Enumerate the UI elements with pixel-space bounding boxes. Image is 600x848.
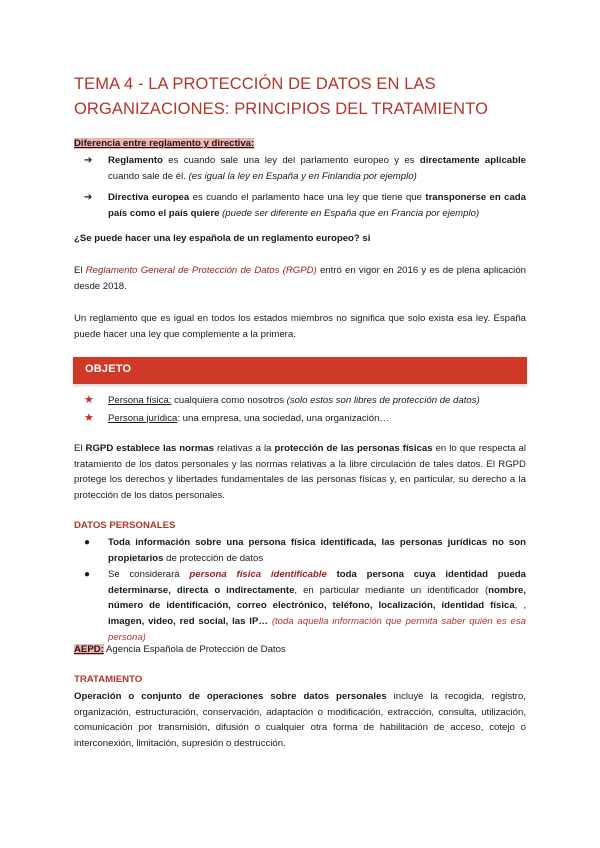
bullet-icon: ●	[84, 569, 91, 581]
datos-personales-list	[84, 535, 526, 651]
list-item: ★ Persona física: cualquiera como nosotros (solo estos son libres de protección de datos)	[84, 393, 526, 409]
list-item: ➔ Reglamento es cuando sale una ley del parlamento europeo y es directamente aplicable cuando sale de él. (es igual la ley en España y en Finlandia por ejemplo)	[84, 155, 526, 182]
reglamento-paragraph: Un reglamento que es igual en todos los estados miembros no significa que solo exista esa ley. España puede hacer una ley que complemente a la primera.	[74, 313, 526, 340]
tratamiento-heading: TRATAMIENTO	[74, 674, 143, 685]
star-icon: ★	[84, 394, 94, 406]
arrow-icon: ➔	[84, 192, 93, 204]
aepd-label: AEPD:	[74, 644, 104, 655]
question-line: ¿Se puede hacer una ley española de un reglamento europeo? si	[74, 233, 371, 244]
title-line-1: TEMA 4 - LA PROTECCIÓN DE DATOS EN LAS	[74, 75, 436, 93]
star-icon: ★	[84, 411, 94, 424]
title-line-2: ORGANIZACIONES: PRINCIPIOS DEL TRATAMIENTO	[74, 100, 489, 118]
diferencia-heading	[74, 136, 526, 152]
banner-title: OBJETO	[85, 363, 132, 375]
list-item: ● Se considerará persona física identificable toda persona cuya identidad pueda determinarse, directa o indirectamente, en particular mediante un identificador (nombre, número de identificación, correo electrónico, teléfono, localización, identidad física, , imagen, video, red social, las IP… (toda aquella información que permita saber quién es esa persona)	[84, 569, 526, 643]
highlighted-heading: Diferencia entre reglamento y directiva:	[74, 138, 255, 149]
arrow-icon: ➔	[84, 155, 93, 166]
datos-personales-heading: DATOS PERSONALES	[74, 520, 176, 531]
aepd-line: AEPD: Agencia Española de Protección de Datos	[74, 644, 286, 655]
list-item: ➔ Directiva europea es cuando el parlamento hace una ley que tiene que transponerse en cada país como el país quiere (puede ser diferente en España que en Francia por ejemplo)	[84, 192, 526, 219]
section-banner-objeto	[73, 357, 527, 384]
rgpd-normas-paragraph: El RGPD establece las normas relativas a la protección de las personas físicas en lo que respecta al tratamiento de los datos personales y las normas relativas a la libre circulación de tales datos. El RGPD protege los derechos y libertades fundamentales de las personas físicas y, en particular, su derecho a la protección de los datos personales.	[74, 443, 526, 501]
rgpd-term: Reglamento General de Protección de Datos (RGPD)	[85, 265, 317, 276]
objeto-list	[84, 393, 526, 432]
diferencia-list	[84, 153, 526, 227]
identificable-term: persona física identificable	[189, 569, 327, 581]
list-item: ● Toda información sobre una persona física identificada, las personas jurídicas no son propietarios de protección de datos	[84, 537, 526, 564]
bullet-icon: ●	[84, 537, 91, 548]
rgpd-paragraph: El Reglamento General de Protección de Datos (RGPD) entró en vigor en 2016 y es de plena aplicación desde 2018.	[74, 265, 526, 292]
page-title	[74, 72, 544, 122]
tratamiento-paragraph: Operación o conjunto de operaciones sobre datos personales incluye la recogida, registro, organización, estructuración, conservación, adaptación o modificación, extracción, consulta, utilización, comunicación por transmisión, difusión o cualquier otra forma de habilitación de acceso, cotejo o interconexión, limitación, supresión o destrucción.	[74, 691, 526, 749]
list-item: ★ Persona jurídica: una empresa, una sociedad, una organización…	[84, 411, 526, 427]
